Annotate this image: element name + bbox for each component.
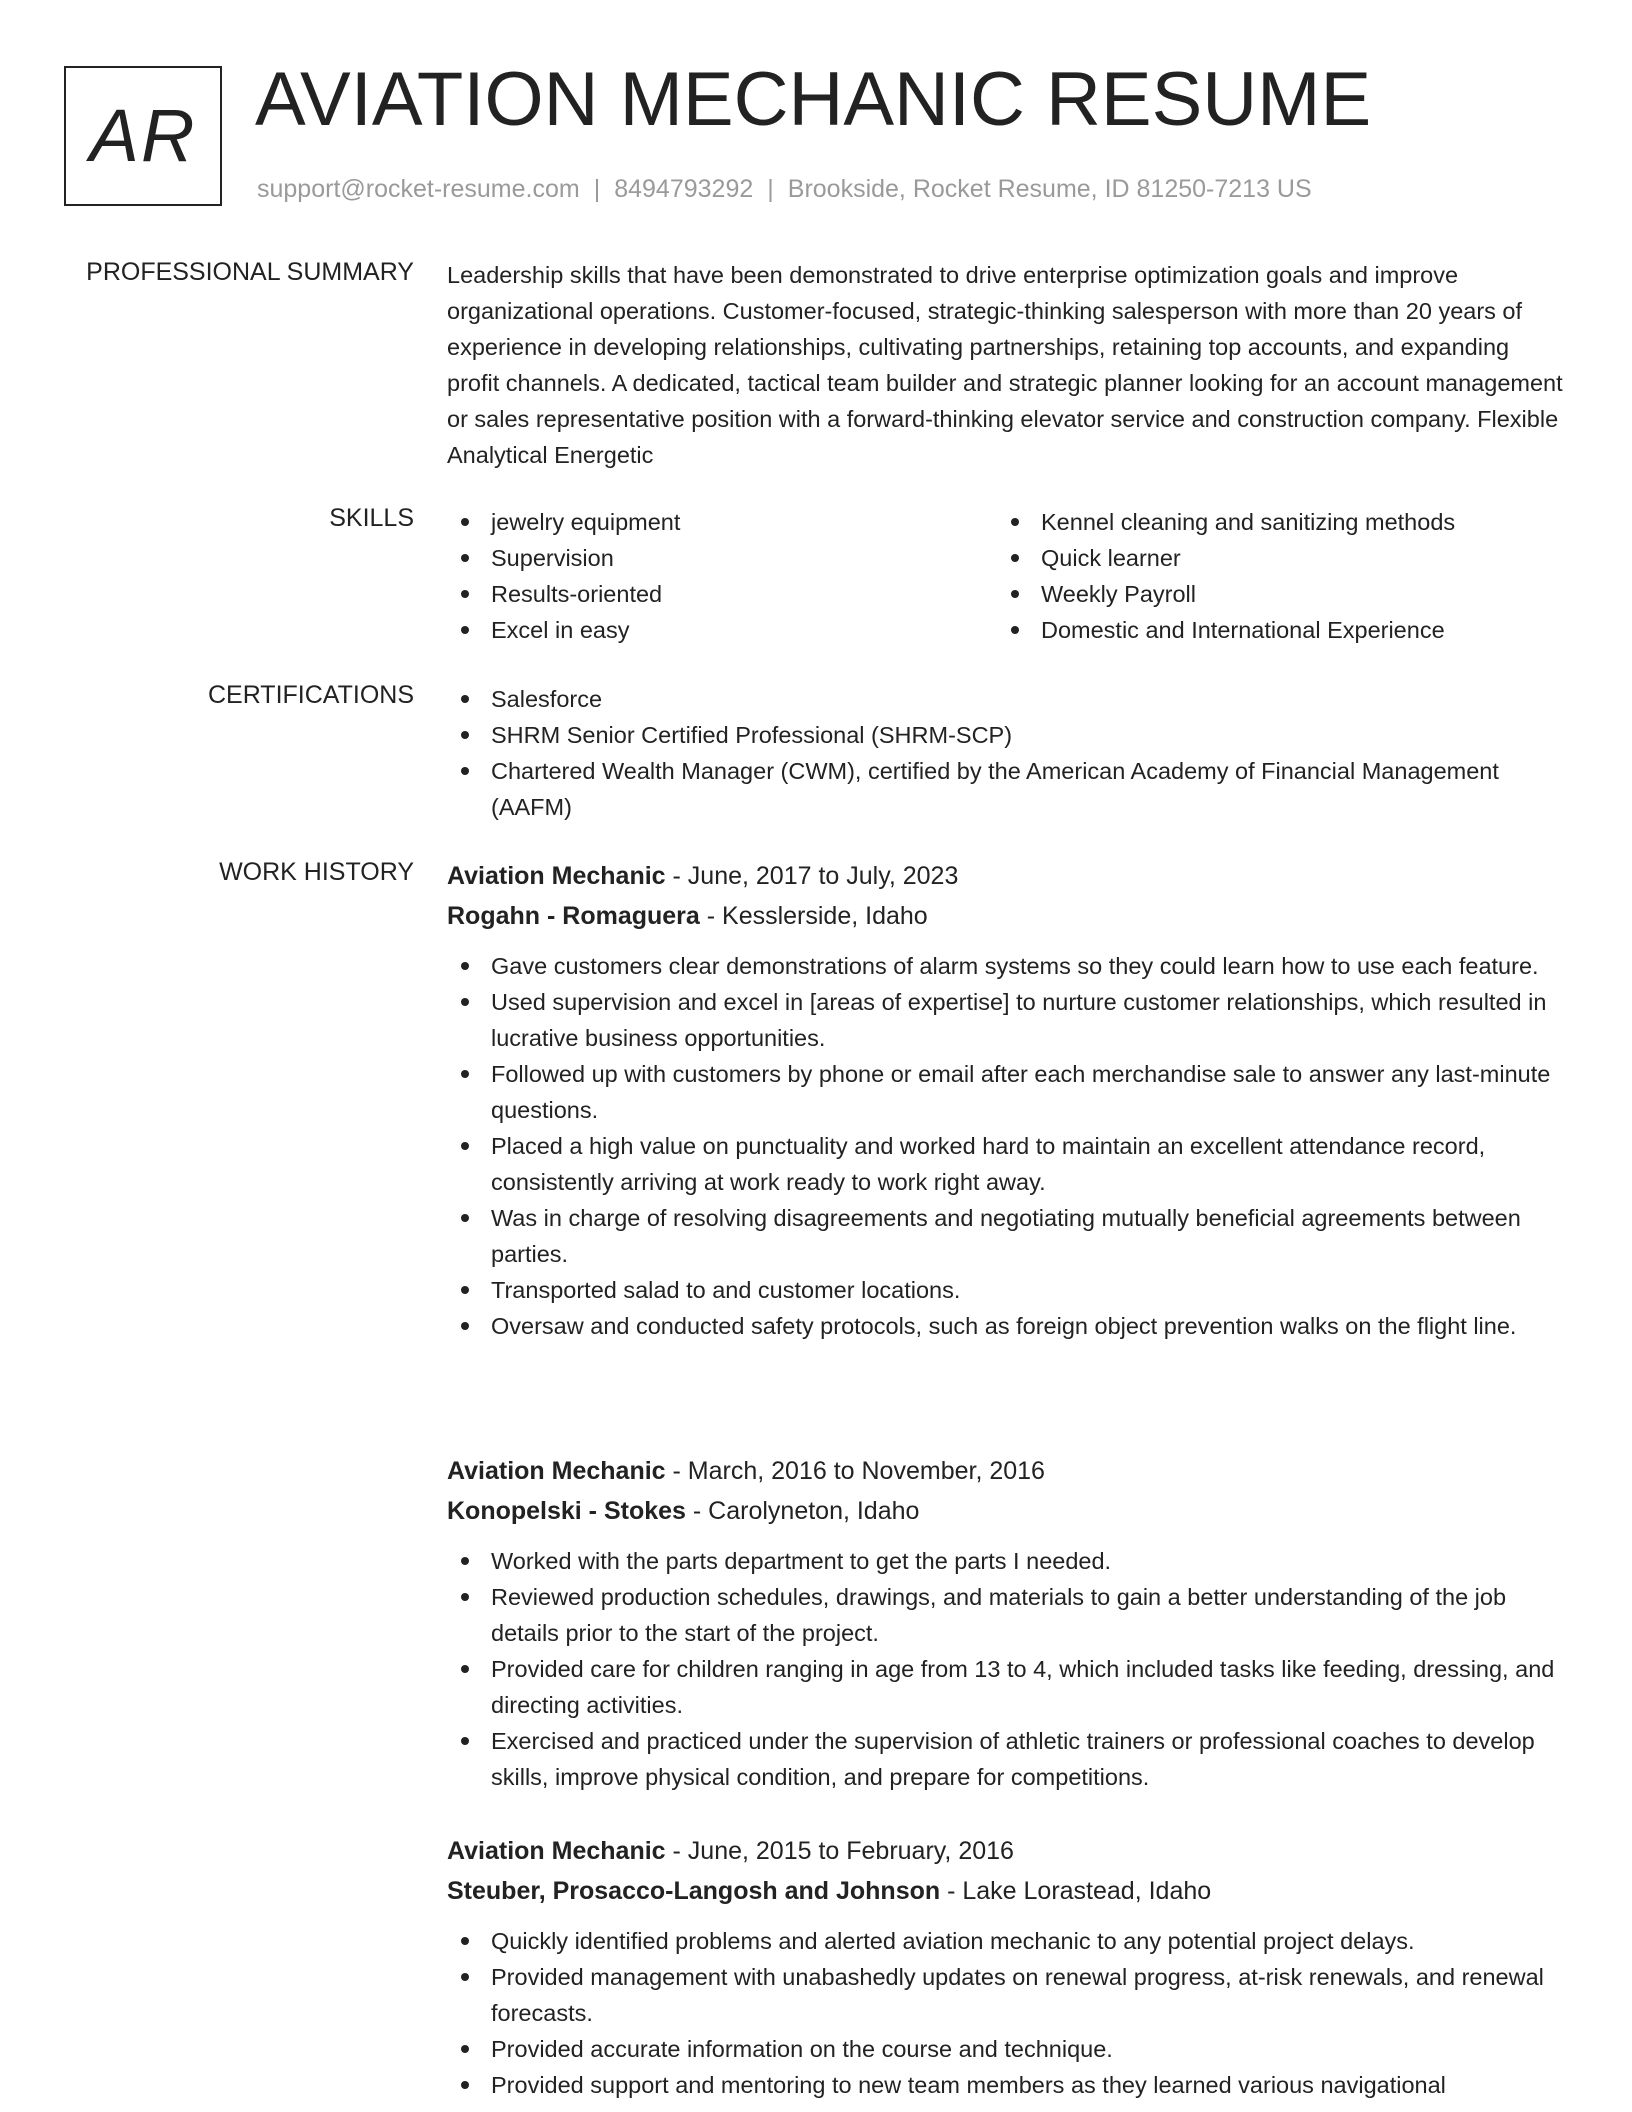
job-dates: - March, 2016 to November, 2016 — [665, 1457, 1045, 1485]
job-company-line — [447, 1871, 1567, 1911]
job-bullet: Provided support and mentoring to new team members as they learned various navigational — [447, 2067, 1567, 2103]
skill-item: Weekly Payroll — [997, 576, 1547, 612]
job-dates: - June, 2017 to July, 2023 — [665, 862, 959, 890]
section-label-work-history: WORK HISTORY — [219, 858, 414, 886]
job-title-line — [447, 856, 1567, 896]
job-bullet: Quickly identified problems and alerted aviation mechanic to any potential project delays. — [447, 1923, 1567, 1959]
skills-grid — [447, 504, 1567, 648]
job-company-line — [447, 896, 1567, 936]
skills-list-right — [997, 504, 1547, 648]
job-bullet: Reviewed production schedules, drawings, and materials to gain a better understanding of the job details prior to the start of the project. — [447, 1579, 1567, 1651]
job-bullet: Used supervision and excel in [areas of expertise] to nurture customer relationships, which resulted in lucrative business opportunities. — [447, 984, 1567, 1056]
skill-item: Supervision — [447, 540, 997, 576]
summary-text: Leadership skills that have been demonstrated to drive enterprise optimization goals and improve organizational operations. Customer-focused, strategic-thinking salesperson with more than 20 years of experience in developing relationships, cultivating partnerships, retaining top accounts, and expanding profit channels. A dedicated, tactical team builder and strategic planner looking for an account management or sales representative position with a forward-thinking elevator service and construction company. Flexible Analytical Energetic — [447, 262, 1563, 468]
job-bullet: Placed a high value on punctuality and worked hard to maintain an excellent attendance record, consistently arriving at work ready to work right away. — [447, 1128, 1567, 1200]
section-label-certifications: CERTIFICATIONS — [207, 681, 414, 709]
job-bullet: Provided management with unabashedly updates on renewal progress, at-risk renewals, and renewal forecasts. — [447, 1959, 1567, 2031]
skill-item: Results-oriented — [447, 576, 997, 612]
skills-list-left — [447, 504, 997, 648]
section-label-summary: PROFESSIONAL SUMMARY — [86, 258, 414, 286]
job-company: Steuber, Prosacco-Langosh and Johnson — [447, 1877, 941, 1905]
certifications-list — [447, 681, 1567, 825]
resume-title: AVIATION MECHANIC RESUME — [255, 57, 1372, 142]
certification-item: Chartered Wealth Manager (CWM), certified by the American Academy of Financial Management (AAFM) — [447, 753, 1567, 825]
contact-phone: 8494793292 — [614, 175, 754, 203]
job-bullet: Provided accurate information on the course and technique. — [447, 2031, 1567, 2067]
job-bullet: Worked with the parts department to get the parts I needed. — [447, 1543, 1567, 1579]
monogram-initials: AR — [89, 94, 197, 177]
job-bullets — [447, 1543, 1567, 1795]
job-bullet: Followed up with customers by phone or email after each merchandise sale to answer any last-minute questions. — [447, 1056, 1567, 1128]
contact-separator: | — [767, 175, 774, 203]
job-bullet: Oversaw and conducted safety protocols, such as foreign object prevention walks on the flight line. — [447, 1308, 1567, 1344]
job-company: Konopelski - Stokes — [447, 1497, 686, 1525]
skill-item: Domestic and International Experience — [997, 612, 1547, 648]
job-bullet: Gave customers clear demonstrations of alarm systems so they could learn how to use each feature. — [447, 948, 1567, 984]
skill-item: Quick learner — [997, 540, 1547, 576]
certifications-section — [447, 681, 1567, 825]
job-title: Aviation Mechanic — [447, 1837, 666, 1865]
job-company-line — [447, 1491, 1567, 1531]
job-entry — [447, 1451, 1567, 1795]
skill-item: jewelry equipment — [447, 504, 997, 540]
job-title-line — [447, 1451, 1567, 1491]
skills-section — [447, 504, 1567, 648]
job-location: - Kesslerside, Idaho — [699, 902, 928, 930]
certification-item: SHRM Senior Certified Professional (SHRM-SCP) — [447, 717, 1567, 753]
contact-address: Brookside, Rocket Resume, ID 81250-7213 US — [787, 175, 1312, 203]
job-bullet: Exercised and practiced under the supervision of athletic trainers or professional coaches to develop skills, improve physical condition, and prepare for competitions. — [447, 1723, 1567, 1795]
contact-email: support@rocket-resume.com — [257, 175, 580, 203]
job-company: Rogahn - Romaguera — [447, 902, 700, 930]
skill-item: Excel in easy — [447, 612, 997, 648]
job-bullets — [447, 948, 1567, 1344]
job-title: Aviation Mechanic — [447, 1457, 666, 1485]
job-bullet: Was in charge of resolving disagreements and negotiating mutually beneficial agreements between parties. — [447, 1200, 1567, 1272]
job-location: - Lake Lorastead, Idaho — [940, 1877, 1212, 1905]
contact-separator: | — [593, 175, 601, 203]
job-title: Aviation Mechanic — [447, 862, 666, 890]
monogram-box — [64, 66, 222, 206]
job-bullet: Transported salad to and customer locations. — [447, 1272, 1567, 1308]
skill-item: Kennel cleaning and sanitizing methods — [997, 504, 1547, 540]
job-entry — [447, 1831, 1567, 2103]
job-entry — [447, 856, 1567, 1344]
job-dates: - June, 2015 to February, 2016 — [665, 1837, 1014, 1865]
job-bullet: Provided care for children ranging in age from 13 to 4, which included tasks like feeding, dressing, and directing activities. — [447, 1651, 1567, 1723]
certification-item: Salesforce — [447, 681, 1567, 717]
contact-line — [257, 175, 1312, 204]
job-location: - Carolyneton, Idaho — [685, 1497, 920, 1525]
section-label-skills: SKILLS — [329, 504, 414, 532]
job-title-line — [447, 1831, 1567, 1871]
job-bullets — [447, 1923, 1567, 2103]
